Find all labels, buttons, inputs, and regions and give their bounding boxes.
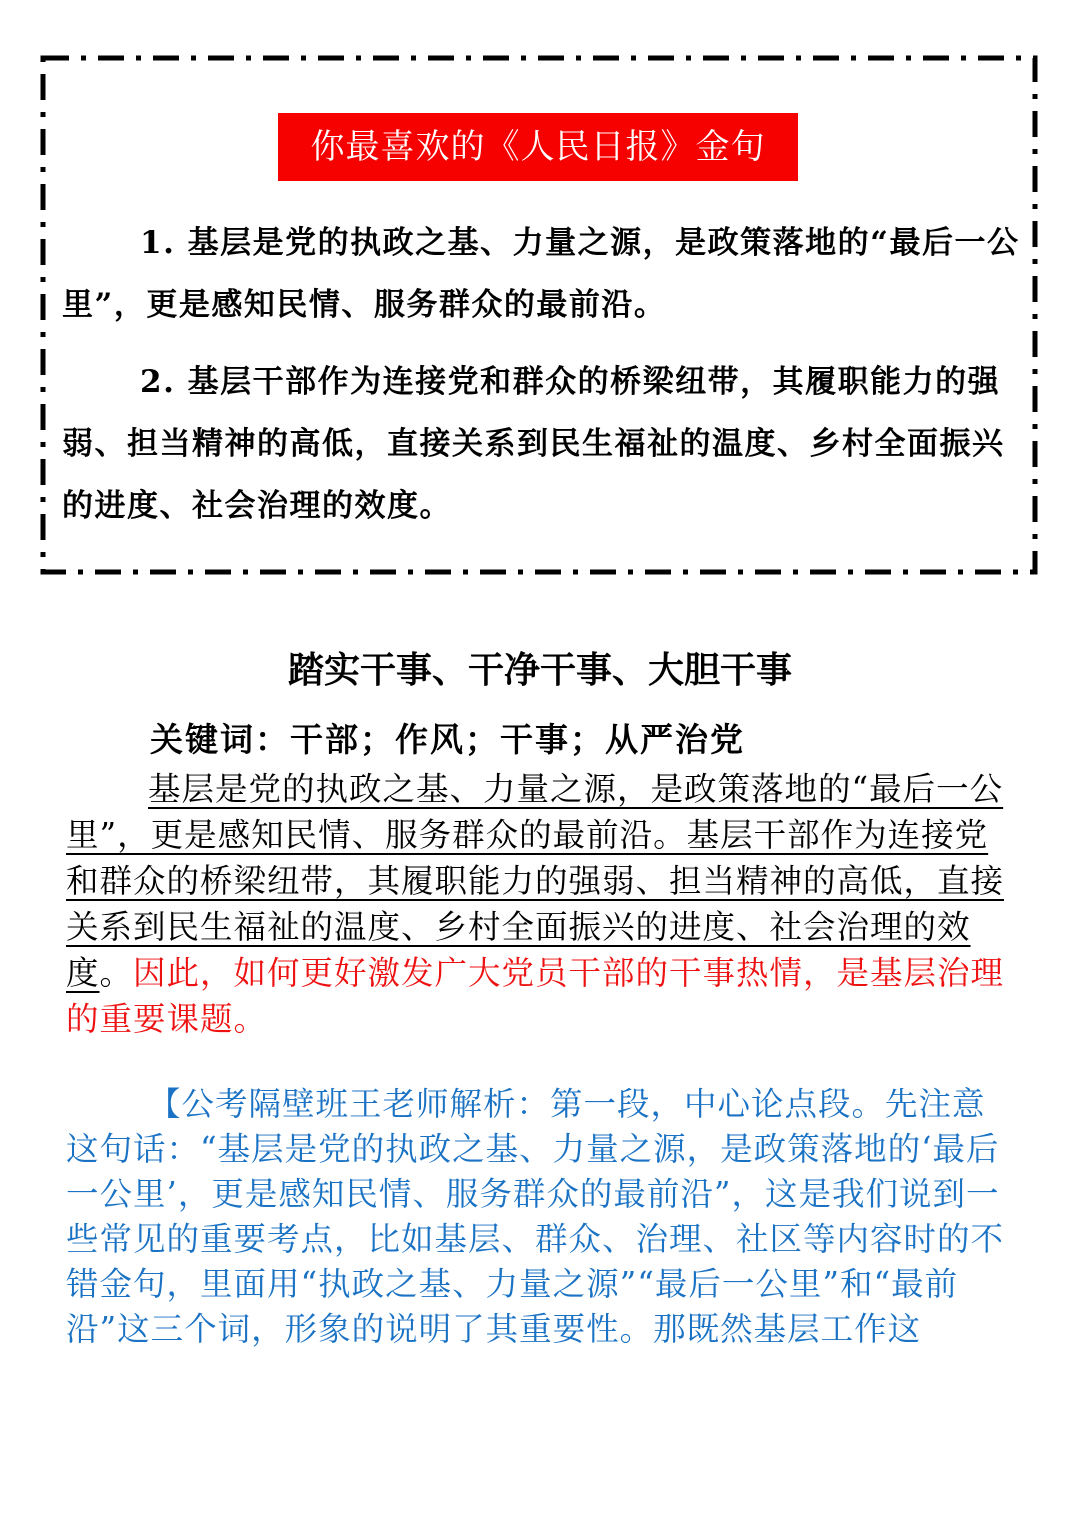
highlighted-red-text: 因此，如何更好激发广大党员干部的干事热情，是基层治理的重要课题。	[66, 954, 1005, 1038]
keywords-line: 关键词：干部；作风；干事；从严治党	[150, 720, 745, 759]
underlined-text: 基层是党的执政之基、力量之源，是政策落地的“最后一公里”，更是感知民情、服务群众的最前沿。基层干部作为连接党和群众的桥梁纽带，其履职能力的强弱、担当精神的高低，直接关系到民生福祉的温度、乡村全面振兴的进度、社会治理的效度	[66, 770, 1005, 992]
quote-box	[40, 55, 1038, 575]
quote-item-1: 1. 基层是党的执政之基、力量之源，是政策落地的“最后一公里”，更是感知民情、服务群众的最前沿。	[62, 225, 1020, 323]
paragraph-1	[66, 766, 1012, 1042]
analysis-paragraph: 【公考隔壁班王老师解析：第一段，中心论点段。先注意这句话：“基层是党的执政之基、力量之源，是政策落地的‘最后一公里’，更是感知民情、服务群众的最前沿”，这是我们说到一些常见的重要考点，比如基层、群众、治理、社区等内容时的不错金句，里面用“执政之基、力量之源”“最后一公里”和“最前沿”这三个词，形象的说明了其重要性。那既然基层工作这	[66, 1085, 1005, 1348]
article-title: 踏实干事、干净干事、大胆干事	[287, 649, 792, 691]
quote-box-title: 你最喜欢的《人民日报》金句	[278, 113, 798, 181]
quote-item-2: 2. 基层干部作为连接党和群众的桥梁纽带，其履职能力的强弱、担当精神的高低，直接关系到民生福祉的温度、乡村全面振兴的进度、社会治理的效度。	[62, 364, 1005, 524]
paragraph-1-period: 。	[99, 954, 134, 992]
